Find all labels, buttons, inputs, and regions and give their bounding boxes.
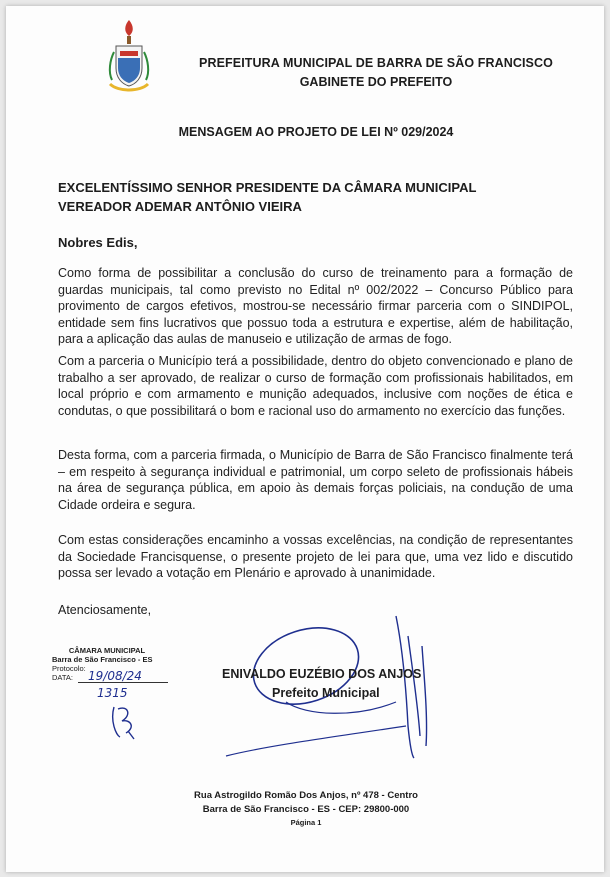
stamp-protocol-number: 1315 [97, 686, 128, 700]
document-page [6, 6, 604, 872]
body-paragraph: Com estas considerações encaminho a vossas excelências, na condição de representantes da Sociedade Francisquense, o presente projeto de lei para que, uma vez lido e discutido possa ser levado a votação em Plenário e aprovado à unanimidade. [58, 533, 573, 580]
page-number: Página 1 [290, 818, 322, 827]
addressee [58, 178, 538, 216]
body-paragraph: Desta forma, com a parceria firmada, o Município de Barra de São Francisco finalmente terá – em respeito à segurança individual e patrimonial, um corpo seleto de profissionais hábeis na área de segurança pública, em apoio às demais forças policiais, na condução de uma Cidade ordeira e segura. [58, 448, 573, 512]
stamp-date-label: DATA: [52, 673, 73, 682]
body-paragraph: Como forma de possibilitar a conclusão do curso de treinamento para a formação de guardas municipais, tal como previsto no Edital nº 002/2022 – Concurso Público para provimento de cargos efetivos, mostrou-se necessário firmar parceria com o SINDIPOL, entidade sem fins lucrativos que possuo toda a estrutura e expertise, além de habilitação, para a aplicação das aulas de manuseio e utilização de armas de fogo. [58, 266, 573, 346]
stamp-org: CÂMARA MUNICIPAL [68, 646, 146, 655]
signer-role: Prefeito Municipal [272, 686, 380, 700]
addressee-line-1: EXCELENTÍSSIMO SENHOR PRESIDENTE DA CÂMARA MUNICIPAL [58, 180, 477, 195]
stamp-date-value: 19/08/24 [88, 669, 142, 683]
stamp-protocol-label: Protocolo: [52, 664, 86, 673]
addressee-line-2: VEREADOR ADEMAR ANTÔNIO VIEIRA [58, 199, 302, 214]
stamp-date-row [52, 669, 182, 687]
footer-address: Rua Astrogildo Romão Dos Anjos, nº 478 - Centro [194, 790, 418, 801]
document-title: MENSAGEM AO PROJETO DE LEI Nº 029/2024 [178, 125, 454, 139]
stamp-city: Barra de São Francisco - ES [52, 655, 153, 664]
footer-city: Barra de São Francisco - ES - CEP: 29800-000 [202, 804, 410, 815]
handwritten-initials [106, 701, 146, 741]
municipal-crest-icon [106, 18, 152, 96]
office-name: GABINETE DO PREFEITO [299, 75, 453, 89]
body-paragraph: Com a parceria o Município terá a possibilidade, dentro do objeto convencionado e plano de trabalho a ser aprovado, de realizar o curso de formação com profissionais habilitados, em local próprio e com armamento e munição adequados, inclusive com noções de ética e condutas, o que possibilitará o bom e racional uso do armamento no exercício das funções. [58, 354, 573, 418]
greeting: Nobres Edis, [58, 235, 138, 250]
closing: Atenciosamente, [58, 603, 152, 617]
signer-name: ENIVALDO EUZÉBIO DOS ANJOS [222, 667, 422, 681]
protocol-stamp [52, 646, 182, 700]
org-name: PREFEITURA MUNICIPAL DE BARRA DE SÃO FRANCISCO [199, 56, 553, 70]
